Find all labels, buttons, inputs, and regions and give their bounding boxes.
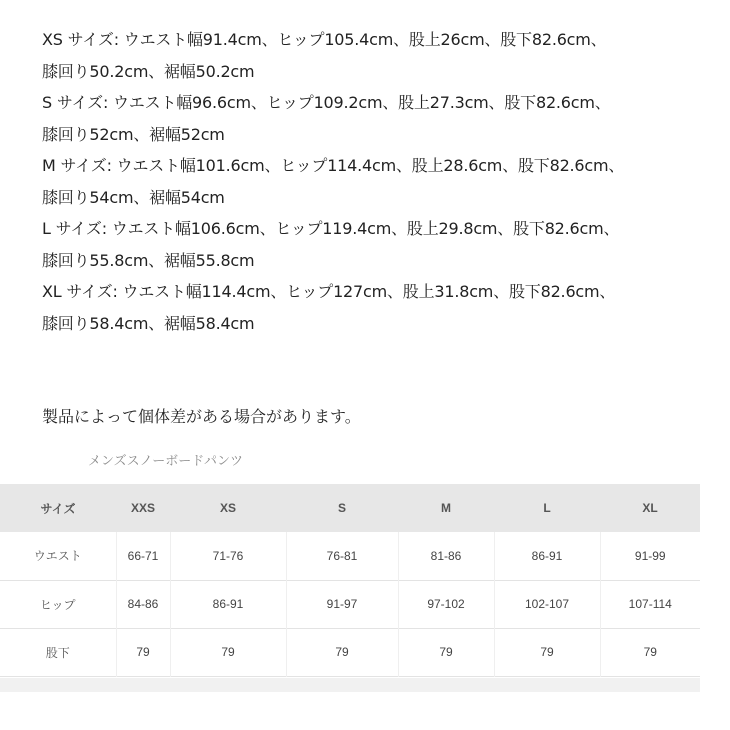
size-spec-list (42, 24, 722, 339)
table-cell: 81-86 (398, 532, 494, 580)
spec-line: 膝回り55.8cm、裾幅55.8cm (42, 250, 255, 270)
table-row (0, 532, 700, 580)
spec-line: M サイズ: ウエスト幅101.6cm、ヒップ114.4cm、股上28.6cm、股下82.6cm、 (42, 156, 625, 175)
spec-line: XS サイズ: ウエスト幅91.4cm、ヒップ105.4cm、股上26cm、股下82.6cm、 (42, 30, 607, 49)
size-chart-table (0, 484, 700, 677)
spec-line: 膝回り54cm、裾幅54cm (42, 187, 225, 207)
spec-m (42, 150, 722, 213)
table-cell: 86-91 (494, 532, 600, 580)
column-header: サイズ (40, 501, 76, 516)
row-label: 股下 (0, 628, 116, 676)
table-title: メンズスノーボードパンツ (88, 454, 243, 469)
table-cell: 79 (116, 628, 170, 676)
table-cell: 107-114 (628, 597, 672, 611)
table-header-row (0, 484, 700, 532)
spec-line: 膝回り58.4cm、裾幅58.4cm (42, 313, 255, 333)
table-bottom-band (0, 678, 700, 692)
spec-line: 膝回り50.2cm、裾幅50.2cm (42, 61, 255, 81)
table-cell: 79 (398, 628, 494, 676)
table-cell: 79 (643, 645, 657, 659)
table-cell: 76-81 (286, 532, 398, 580)
table-cell: 91-97 (286, 580, 398, 628)
column-header: XXS (130, 501, 155, 515)
spec-line: 膝回り52cm、裾幅52cm (42, 124, 225, 144)
table-row (0, 628, 700, 676)
table-cell: 97-102 (398, 580, 494, 628)
column-header: L (543, 501, 551, 515)
spec-l (42, 213, 722, 276)
variance-note: 製品によって個体差がある場合があります。 (42, 407, 361, 426)
table-cell: 102-107 (494, 580, 600, 628)
table-cell: 71-76 (170, 532, 286, 580)
spec-xl (42, 276, 722, 339)
table-cell: 79 (170, 628, 286, 676)
table-row (0, 580, 700, 628)
spec-xs (42, 24, 722, 87)
row-label: ヒップ (0, 580, 116, 628)
table-cell: 84-86 (116, 580, 170, 628)
column-header: S (337, 501, 346, 515)
column-header: XL (642, 501, 658, 515)
spec-line: S サイズ: ウエスト幅96.6cm、ヒップ109.2cm、股上27.3cm、股下82.6cm、 (42, 93, 611, 112)
spec-s (42, 87, 722, 150)
column-header: XS (219, 501, 236, 515)
table-cell: 79 (286, 628, 398, 676)
spec-line: L サイズ: ウエスト幅106.6cm、ヒップ119.4cm、股上29.8cm、股下82.6cm、 (42, 219, 620, 238)
table-cell: 66-71 (116, 532, 170, 580)
column-header: M (441, 501, 451, 515)
table-cell: 79 (494, 628, 600, 676)
table-cell: 86-91 (170, 580, 286, 628)
row-label: ウエスト (0, 532, 116, 580)
table-cell: 91-99 (634, 548, 666, 563)
spec-line: XL サイズ: ウエスト幅114.4cm、ヒップ127cm、股上31.8cm、股下82.6cm、 (42, 282, 616, 301)
